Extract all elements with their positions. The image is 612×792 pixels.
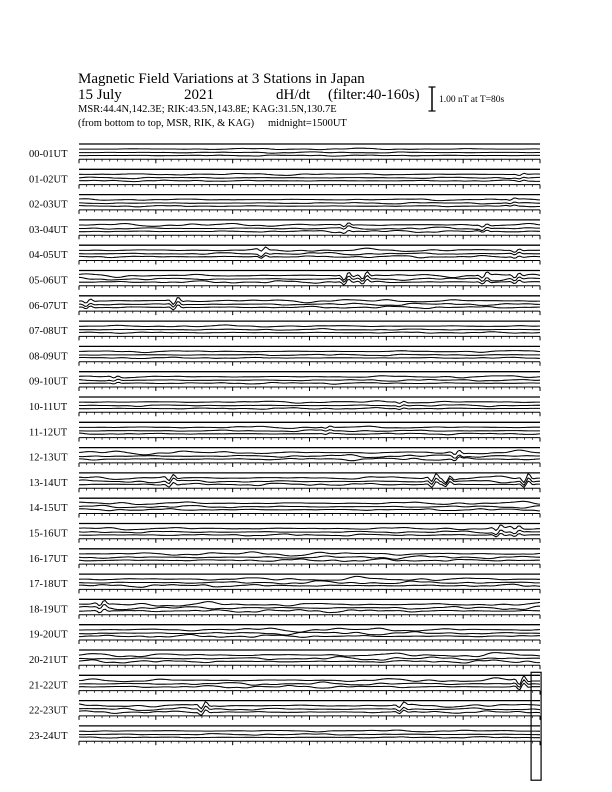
trace-kag [79,576,540,580]
row-label: 11-12UT [29,427,68,439]
order-note: (from bottom to top, MSR, RIK, & KAG) [78,118,255,129]
date-label: 15 July [78,87,122,103]
trace-rik [79,405,540,407]
trace-msr [79,559,540,562]
trace-msr [79,305,540,310]
trace-kag [79,525,540,530]
row-label: 19-20UT [29,629,68,641]
row-label: 16-17UT [29,553,68,565]
row-label: 04-05UT [29,250,68,262]
trace-msr [79,509,540,511]
row-label: 13-14UT [29,477,68,489]
trace-kag [79,730,540,732]
trace-rik [79,581,540,584]
row-label: 06-07UT [29,300,68,312]
row-label: 03-04UT [29,224,68,236]
trace-msr [79,609,540,613]
trace-rik [79,177,540,179]
trace-msr [79,737,540,738]
trace-kag [79,173,540,175]
trace-kag [79,628,540,632]
trace-kag [79,601,540,607]
row-label: 07-08UT [29,326,68,338]
year-label: 2021 [184,87,214,103]
trace-kag [79,376,540,378]
midnight-note: midnight=1500UT [268,118,347,129]
trace-kag [79,450,540,455]
row-label: 22-23UT [29,705,68,717]
trace-kag [79,653,540,657]
scale-label: 1.00 nT at T=80s [439,95,505,105]
row-label: 00-01UT [29,149,68,160]
trace-msr [79,408,540,410]
stations-label: MSR:44.4N,142.3E; RIK:43.5N,143.8E; KAG:31.5N,130.7E [78,104,337,115]
trace-rik [79,430,540,432]
trace-msr [79,155,540,156]
trace-msr [79,660,540,663]
row-label: 09-10UT [29,376,68,388]
row-label: 12-13UT [29,452,68,464]
trace-rik [79,632,540,635]
trace-msr [79,205,540,207]
trace-msr [79,584,540,587]
row-label: 02-03UT [29,199,68,211]
trace-rik [79,530,540,535]
chart-title: Magnetic Field Variations at 3 Stations in Japan [78,71,365,87]
trace-msr [79,357,540,358]
trace-kag [79,198,540,201]
row-label: 01-02UT [29,174,68,186]
trace-kag [79,426,540,428]
trace-msr [79,180,540,182]
row-label: 05-06UT [29,275,68,287]
trace-rik [79,556,540,560]
trace-msr [79,433,540,435]
trace-rik [79,329,540,331]
trace-kag [79,676,540,685]
row-label: 23-24UT [29,730,68,742]
trace-rik [79,505,540,508]
trace-kag [79,247,540,252]
trace-kag [79,223,540,227]
trace-msr [79,230,540,233]
trace-kag [79,325,540,327]
trace-msr [79,382,540,384]
trace-rik [79,657,540,661]
row-label: 18-19UT [29,604,68,616]
row-label: 21-22UT [29,680,68,692]
row-label: 15-16UT [29,528,68,540]
trace-kag [79,148,540,149]
trace-rik [79,734,540,736]
trace-rik [79,354,540,355]
trace-kag [79,401,540,404]
trace-rik [79,152,540,153]
trace-kag [79,298,540,305]
row-label: 08-09UT [29,351,68,363]
trace-rik [79,202,540,204]
trace-rik [79,276,540,283]
row-label: 17-18UT [29,579,68,591]
row-label: 10-11UT [29,402,68,413]
trace-msr [79,332,540,334]
trace-msr [79,255,540,258]
trace-kag [79,501,540,504]
row-label: 14-15UT [29,503,68,515]
row-label: 20-21UT [29,655,68,666]
filter-label: (filter:40-160s) [328,87,420,103]
trace-kag [79,552,540,556]
quantity-label: dH/dt [276,87,311,103]
trace-msr [79,534,540,537]
trace-kag [79,351,540,353]
trace-rik [79,379,540,381]
trace-msr [79,635,540,638]
